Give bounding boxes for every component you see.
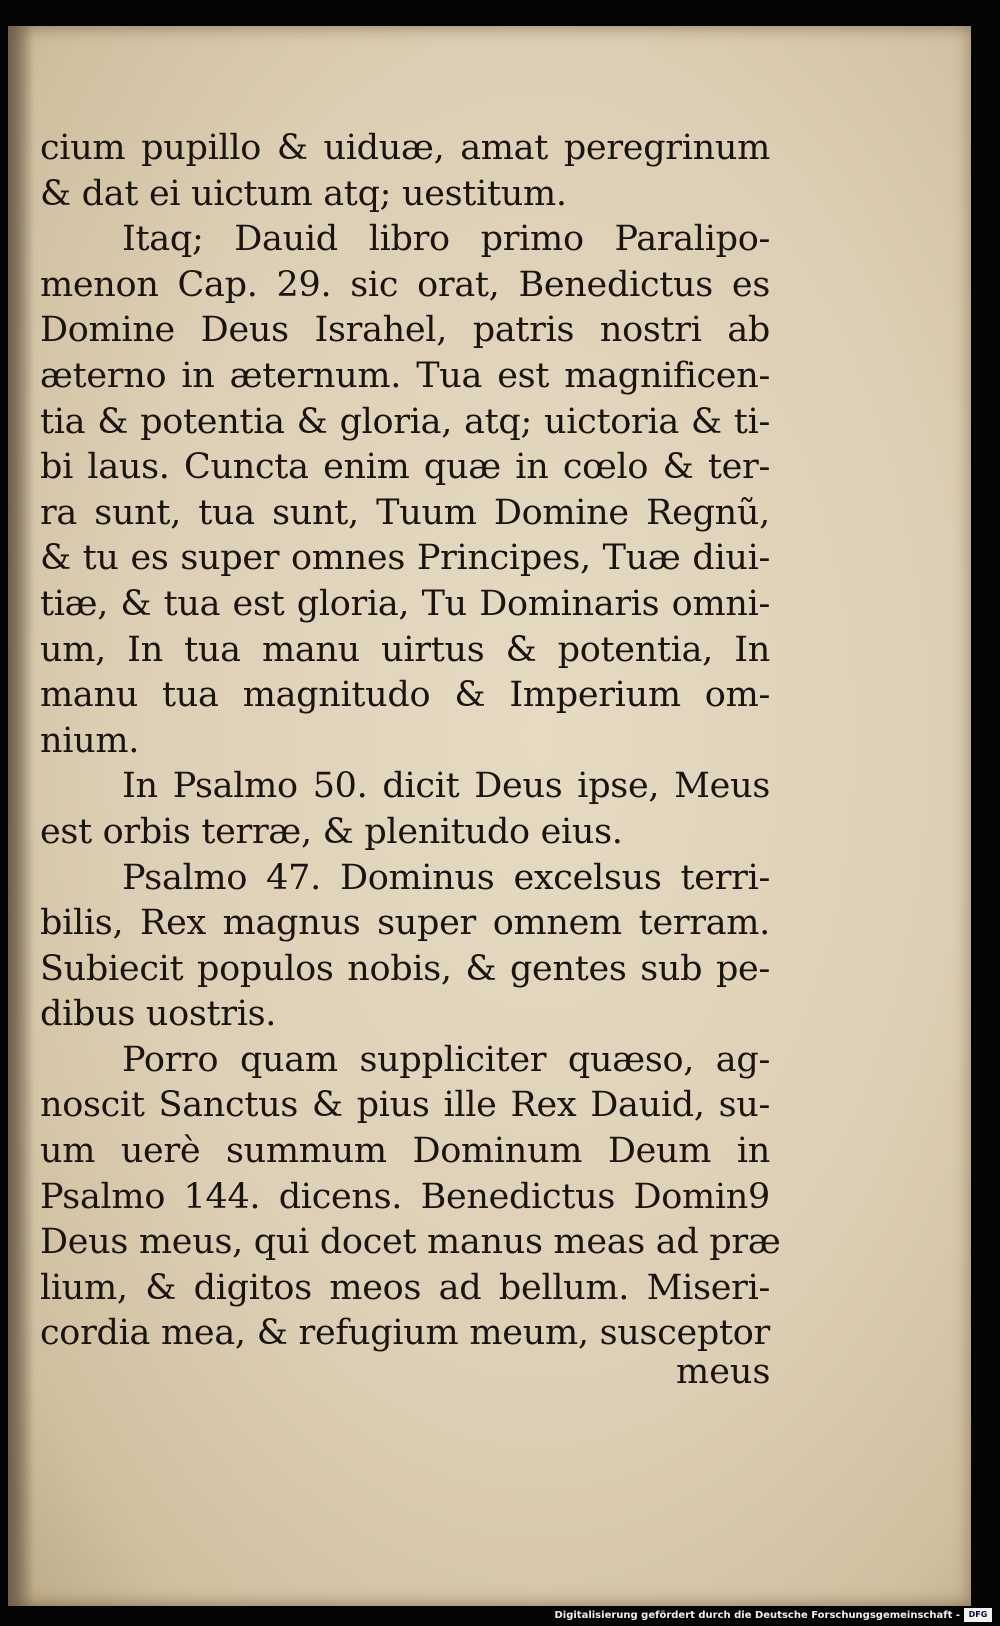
text-line: Domine Deus Israhel, patris nostri ab xyxy=(40,310,770,351)
text-line: & dat ei uictum atq; uestitum. xyxy=(40,173,567,214)
text-line: Psalmo 47. Dominus excelsus terri- xyxy=(122,857,770,898)
text-line: tiæ, & tua est gloria, Tu Dominaris omni- xyxy=(40,583,770,624)
text-line: est orbis terræ, & plenitudo eius. xyxy=(40,811,623,852)
text-line: cordia mea, & refugium meum, susceptor xyxy=(40,1313,770,1354)
text-line: tia & potentia & gloria, atq; uictoria & ti- xyxy=(40,401,770,442)
credit-text: Digitalisierung gefördert durch die Deutsche Forschungsgemeinschaft - xyxy=(554,1609,960,1621)
digitization-credit-footer xyxy=(554,1606,992,1624)
text-line: & tu es super omnes Principes, Tuæ diui- xyxy=(40,538,770,579)
text-line: æterno in æternum. Tua est magnificen- xyxy=(40,355,770,396)
text-line: Porro quam suppliciter quæso, ag- xyxy=(122,1039,770,1080)
text-line: um uerè summum Dominum Deum in xyxy=(40,1131,770,1172)
text-line: bi laus. Cuncta enim quæ in cœlo & ter- xyxy=(40,447,770,488)
text-line: noscit Sanctus & pius ille Rex Dauid, su- xyxy=(40,1085,770,1126)
text-line: Itaq; Dauid libro primo Paralipo- xyxy=(122,219,770,260)
page-text-block xyxy=(40,126,781,1357)
dfg-logo: DFG xyxy=(964,1608,992,1622)
text-line: Psalmo 144. dicens. Benedictus Domin9 xyxy=(40,1176,770,1217)
text-line: Deus meus, qui docet manus meas ad præ xyxy=(40,1222,781,1263)
text-line: In Psalmo 50. dicit Deus ipse, Meus xyxy=(122,766,770,807)
text-line: bilis, Rex magnus super omnem terram. xyxy=(40,903,770,944)
text-line: manu tua magnitudo & Imperium om- xyxy=(40,675,770,716)
text-line: cium pupillo & uiduæ, amat peregrinum xyxy=(40,128,770,168)
text-line: lium, & digitos meos ad bellum. Miseri- xyxy=(40,1267,770,1308)
catchword: meus xyxy=(676,1352,771,1392)
text-line: um, In tua manu uirtus & potentia, In xyxy=(40,629,770,670)
page-gutter-shadow xyxy=(8,26,34,1606)
text-line: dibus uostris. xyxy=(40,994,277,1035)
text-line: ra sunt, tua sunt, Tuum Domine Regnũ, xyxy=(40,492,770,533)
text-line: nium. xyxy=(40,720,140,761)
text-line: Subiecit populos nobis, & gentes sub pe- xyxy=(40,948,770,989)
text-line: menon Cap. 29. sic orat, Benedictus es xyxy=(40,264,770,305)
